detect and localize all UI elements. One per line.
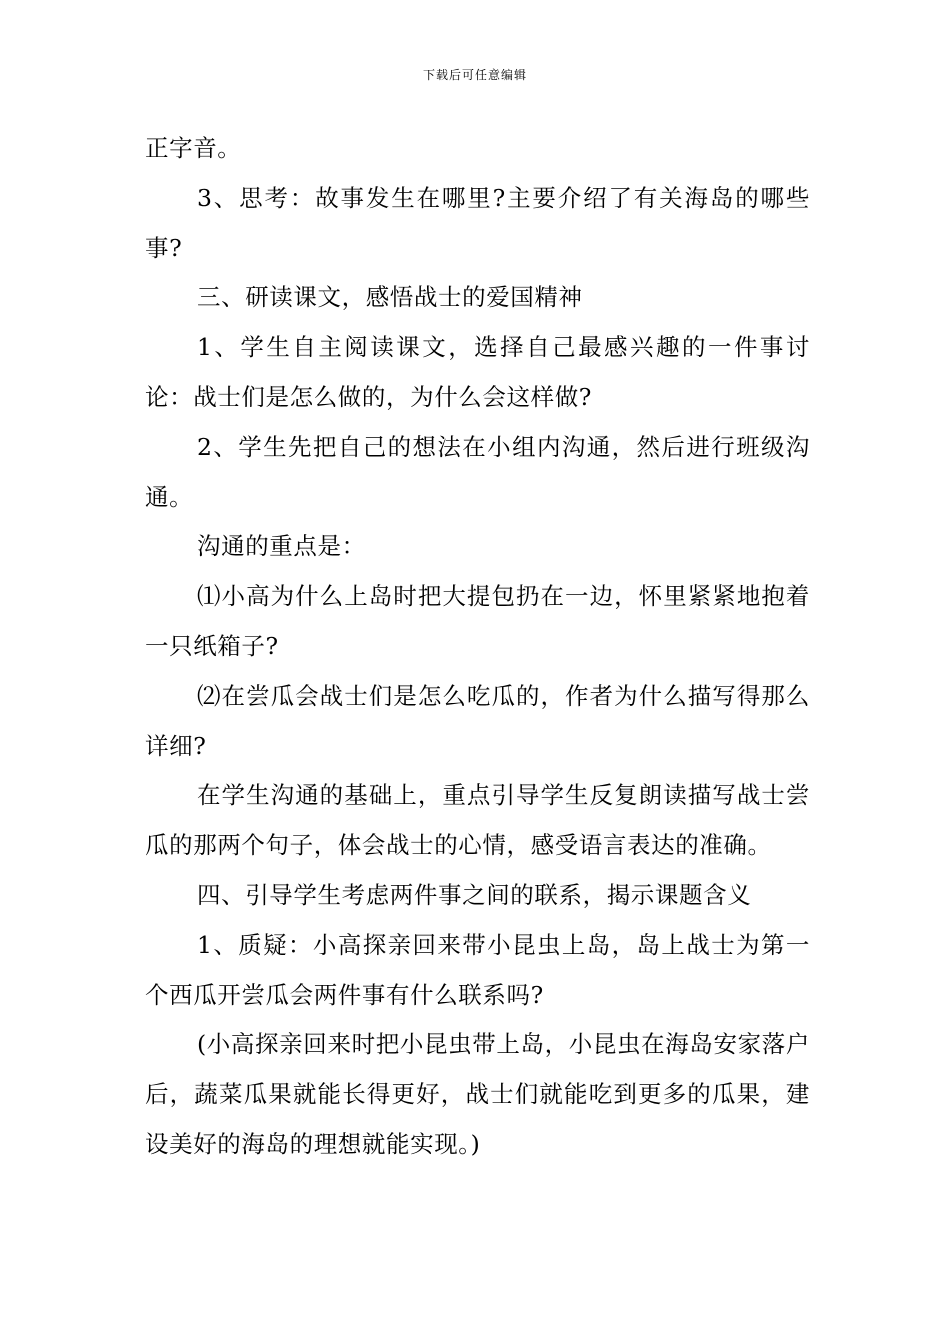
- page-header-note: 下载后可任意编辑: [422, 68, 527, 82]
- paragraph-4: 1、学生自主阅读课文，选择自己最感兴趣的一件事讨论：战士们是怎么做的，为什么会这样做?: [145, 333, 810, 411]
- paragraph-1: 正字音。: [145, 134, 242, 162]
- paragraph-7: ⑴小高为什么上岛时把大提包扔在一边，怀里紧紧地抱着一只纸箱子?: [145, 582, 810, 660]
- paragraph-12: (小高探亲回来时把小昆虫带上岛，小昆虫在海岛安家落户后，蔬菜瓜果就能长得更好，战士们就能吃到更多的瓜果，建设美好的海岛的理想就能实现。): [145, 1030, 810, 1158]
- paragraph-11: 1、质疑：小高探亲回来带小昆虫上岛，岛上战士为第一个西瓜开尝瓜会两件事有什么联系吗?: [145, 930, 810, 1009]
- paragraph-9: 在学生沟通的基础上，重点引导学生反复朗读描写战士尝瓜的那两个句子，体会战士的心情，感受语言表达的准确。: [145, 781, 810, 860]
- document-body: [145, 124, 810, 1170]
- paragraph-10-heading: 四、引导学生考虑两件事之间的联系，揭示课题含义: [197, 880, 752, 909]
- paragraph-6: 沟通的重点是：: [197, 532, 366, 561]
- paragraph-3-heading: 三、研读课文，感悟战士的爱国精神: [197, 283, 583, 312]
- paragraph-8: ⑵在尝瓜会战士们是怎么吃瓜的，作者为什么描写得那么详细?: [145, 681, 810, 760]
- paragraph-2: 3、思考：故事发生在哪里?主要介绍了有关海岛的哪些事?: [145, 183, 810, 262]
- paragraph-5: 2、学生先把自己的想法在小组内沟通，然后进行班级沟通。: [145, 432, 810, 511]
